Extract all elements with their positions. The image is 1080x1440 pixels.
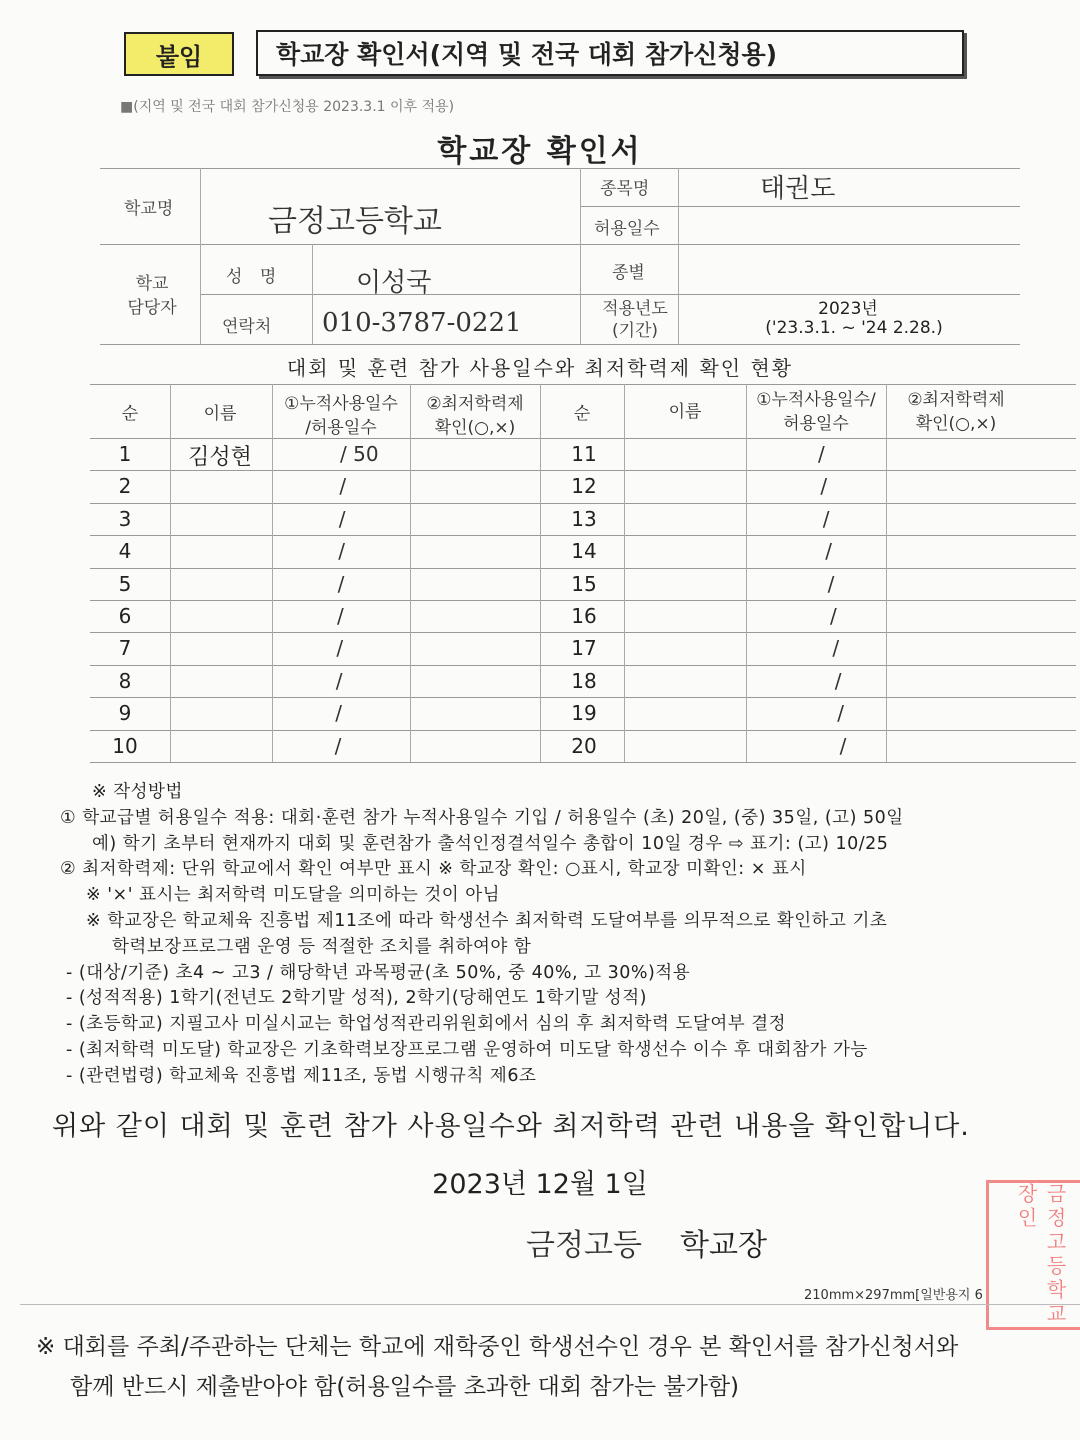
header-days: ①누적사용일수 /허용일수 bbox=[284, 394, 398, 438]
instructions-heading: ※ 작성방법 bbox=[92, 782, 183, 802]
header-name: 이름 bbox=[203, 404, 237, 424]
usage-days: / bbox=[334, 733, 342, 758]
sport-value: 태권도 bbox=[760, 174, 836, 204]
usage-days: / bbox=[338, 539, 345, 564]
info-divider bbox=[100, 344, 1020, 345]
header-no-right: 순 bbox=[573, 404, 591, 424]
instruction-line: - (초등학교) 지필고사 미실시교는 학업성적관리위원회에서 심의 후 최저학력 도달여부 결정 bbox=[66, 1014, 787, 1035]
instruction-line: - (최저학력 미도달) 학교장은 기초학력보장프로그램 운영하여 미도달 학생선수 이수 후 대회참가 가능 bbox=[66, 1040, 868, 1060]
official-seal bbox=[986, 1180, 1080, 1330]
usage-days: / bbox=[837, 701, 844, 726]
confirmation-statement: 위와 같이 대회 및 훈련 참가 사용일수와 최저학력 관련 내용을 확인합니다. bbox=[52, 1111, 970, 1142]
footer-divider bbox=[20, 1304, 1080, 1305]
header-no: 순 bbox=[121, 404, 139, 424]
info-divider bbox=[200, 168, 201, 344]
table-column-line bbox=[272, 384, 273, 762]
table-row-line bbox=[90, 762, 1076, 763]
usage-days: / bbox=[827, 571, 835, 596]
table-column-line bbox=[540, 384, 541, 762]
table-row-line bbox=[90, 535, 1076, 536]
row-number: 14 bbox=[571, 539, 597, 564]
info-divider bbox=[312, 244, 313, 344]
row-number: 7 bbox=[118, 636, 132, 661]
usage-days: / bbox=[337, 571, 345, 596]
header-name-right: 이름 bbox=[668, 402, 702, 422]
table-column-line bbox=[746, 384, 747, 762]
allowed-days-label: 허용일수 bbox=[594, 219, 660, 239]
table-row-line bbox=[90, 665, 1076, 666]
staff-name-label: 성 명 bbox=[226, 267, 283, 287]
year-label: 적용년도 (기간) bbox=[602, 299, 668, 341]
usage-days: / 50 bbox=[340, 442, 379, 466]
header-check: ②최저학력제 확인(○,×) bbox=[426, 394, 524, 438]
usage-days: / bbox=[825, 539, 832, 564]
sport-label: 종목명 bbox=[600, 179, 650, 199]
table-row-line bbox=[90, 568, 1076, 569]
usage-days: / bbox=[337, 604, 344, 628]
row-number: 11 bbox=[571, 442, 597, 466]
applicability-note: ■(지역 및 전국 대회 참가신청용 2023.3.1 이후 적용) bbox=[120, 99, 455, 115]
row-number: 17 bbox=[571, 636, 597, 661]
school-signature: 금정고등 bbox=[526, 1228, 642, 1263]
instruction-line: - (관련법령) 학교체육 진흥법 제11조, 동법 시행규칙 제6조 bbox=[66, 1065, 537, 1086]
info-divider bbox=[100, 244, 1020, 245]
staff-name-value: 이성국 bbox=[356, 268, 432, 298]
info-divider bbox=[580, 168, 581, 344]
usage-days: / bbox=[820, 474, 828, 499]
usage-days: / bbox=[832, 636, 840, 661]
student-name: 김성현 bbox=[188, 445, 252, 470]
period-value: ('23.3.1. ~ '24 2.28.) bbox=[765, 318, 943, 338]
row-number: 15 bbox=[571, 571, 597, 596]
instruction-line: 예) 학기 초부터 현재까지 대회 및 훈련참가 출석인정결석일수 총합이 10일 경우 ⇨ 표기: (고) 10/25 bbox=[92, 833, 889, 854]
usage-days: / bbox=[335, 668, 343, 693]
table-column-line bbox=[170, 384, 171, 762]
principal-title: 학교장 bbox=[680, 1228, 767, 1263]
table-column-line bbox=[410, 384, 411, 762]
instruction-line: ① 학교급별 허용일수 적용: 대회·훈련 참가 누적사용일수 기입 / 허용일수 (초) 20일, (중) 35일, (고) 50일 bbox=[60, 807, 904, 828]
info-divider bbox=[580, 206, 1020, 207]
usage-days: / bbox=[338, 506, 346, 531]
usage-days: / bbox=[336, 636, 344, 661]
usage-days: / bbox=[834, 668, 842, 693]
row-number: 4 bbox=[118, 539, 132, 564]
submission-note-line1: ※ 대회를 주최/주관하는 단체는 학교에 재학중인 학생선수인 경우 본 확인서를 참가신청서와 bbox=[36, 1334, 959, 1360]
row-number: 16 bbox=[571, 604, 597, 628]
usage-days: / bbox=[335, 701, 342, 726]
row-number: 9 bbox=[118, 701, 132, 726]
table-row-line bbox=[90, 384, 1076, 385]
category-label: 종별 bbox=[612, 263, 645, 283]
info-top-border bbox=[100, 168, 1020, 169]
row-number: 3 bbox=[118, 506, 132, 531]
row-number: 8 bbox=[118, 668, 132, 693]
row-number: 18 bbox=[571, 668, 597, 693]
school-name-value: 금정고등학교 bbox=[268, 204, 442, 239]
instruction-line: ※ '×' 표시는 최저학력 미도달을 의미하는 것이 아님 bbox=[86, 885, 501, 906]
table-row-line bbox=[90, 730, 1076, 731]
year-value: 2023년 bbox=[818, 299, 878, 319]
table-column-line bbox=[886, 384, 887, 762]
staff-label: 학교 담당자 bbox=[127, 274, 177, 318]
row-number: 12 bbox=[571, 474, 597, 499]
usage-days: / bbox=[839, 733, 847, 758]
usage-days: / bbox=[830, 604, 837, 628]
contact-value: 010-3787-0221 bbox=[322, 308, 522, 338]
attachment-tag: 붙임 bbox=[124, 32, 234, 76]
table-row-line bbox=[90, 600, 1076, 601]
instruction-line: 학력보장프로그램 운영 등 적절한 조치를 취하여야 함 bbox=[112, 936, 532, 957]
instruction-line: - (성적적용) 1학기(전년도 2학기말 성적), 2학기(당해연도 1학기말 성적) bbox=[66, 988, 647, 1009]
header-check-right: ②최저학력제 확인(○,×) bbox=[907, 390, 1005, 434]
table-row-line bbox=[90, 438, 1076, 439]
contact-label: 연락처 bbox=[222, 317, 272, 337]
instruction-line: - (대상/기준) 초4 ~ 고3 / 해당학년 과목평균(초 50%, 중 40%, 고 30%)적용 bbox=[66, 962, 691, 983]
seal-text: 금정고등학교장인 bbox=[1014, 1183, 1067, 1327]
table-row-line bbox=[90, 697, 1076, 698]
row-number: 6 bbox=[118, 604, 132, 628]
document-title: 학교장 확인서 bbox=[437, 134, 643, 169]
row-number: 10 bbox=[112, 733, 138, 758]
usage-days: / bbox=[822, 506, 830, 531]
table-row-line bbox=[90, 632, 1076, 633]
row-number: 20 bbox=[571, 733, 597, 758]
table-row-line bbox=[90, 503, 1076, 504]
row-number: 2 bbox=[118, 474, 132, 499]
submission-note-line2: 함께 반드시 제출받아야 함(허용일수를 초과한 대회 참가는 불가함) bbox=[70, 1374, 740, 1400]
instruction-line: ※ 학교장은 학교체육 진흥법 제11조에 따라 학생선수 최저학력 도달여부를 의무적으로 확인하고 기초 bbox=[86, 911, 888, 931]
instruction-line: ② 최저학력제: 단위 학교에서 확인 여부만 표시 ※ 학교장 확인: ○표시, 학교장 미확인: × 표시 bbox=[60, 859, 807, 880]
header-days-right: ①누적사용일수/ 허용일수 bbox=[756, 390, 876, 434]
signing-date: 2023년 12월 1일 bbox=[432, 1169, 648, 1200]
row-number: 5 bbox=[118, 571, 132, 596]
table-title: 대회 및 훈련 참가 사용일수와 최저학력제 확인 현황 bbox=[286, 356, 794, 380]
row-number: 1 bbox=[118, 442, 132, 466]
school-name-label: 학교명 bbox=[124, 199, 174, 219]
form-title-box: 학교장 확인서(지역 및 전국 대회 참가신청용) bbox=[256, 30, 964, 76]
usage-days: / bbox=[339, 474, 347, 499]
row-number: 19 bbox=[571, 701, 597, 726]
usage-days: / bbox=[818, 442, 825, 466]
row-number: 13 bbox=[571, 506, 597, 531]
paper-size-note: 210mm×297mm[일반용지 6 bbox=[804, 1288, 983, 1303]
